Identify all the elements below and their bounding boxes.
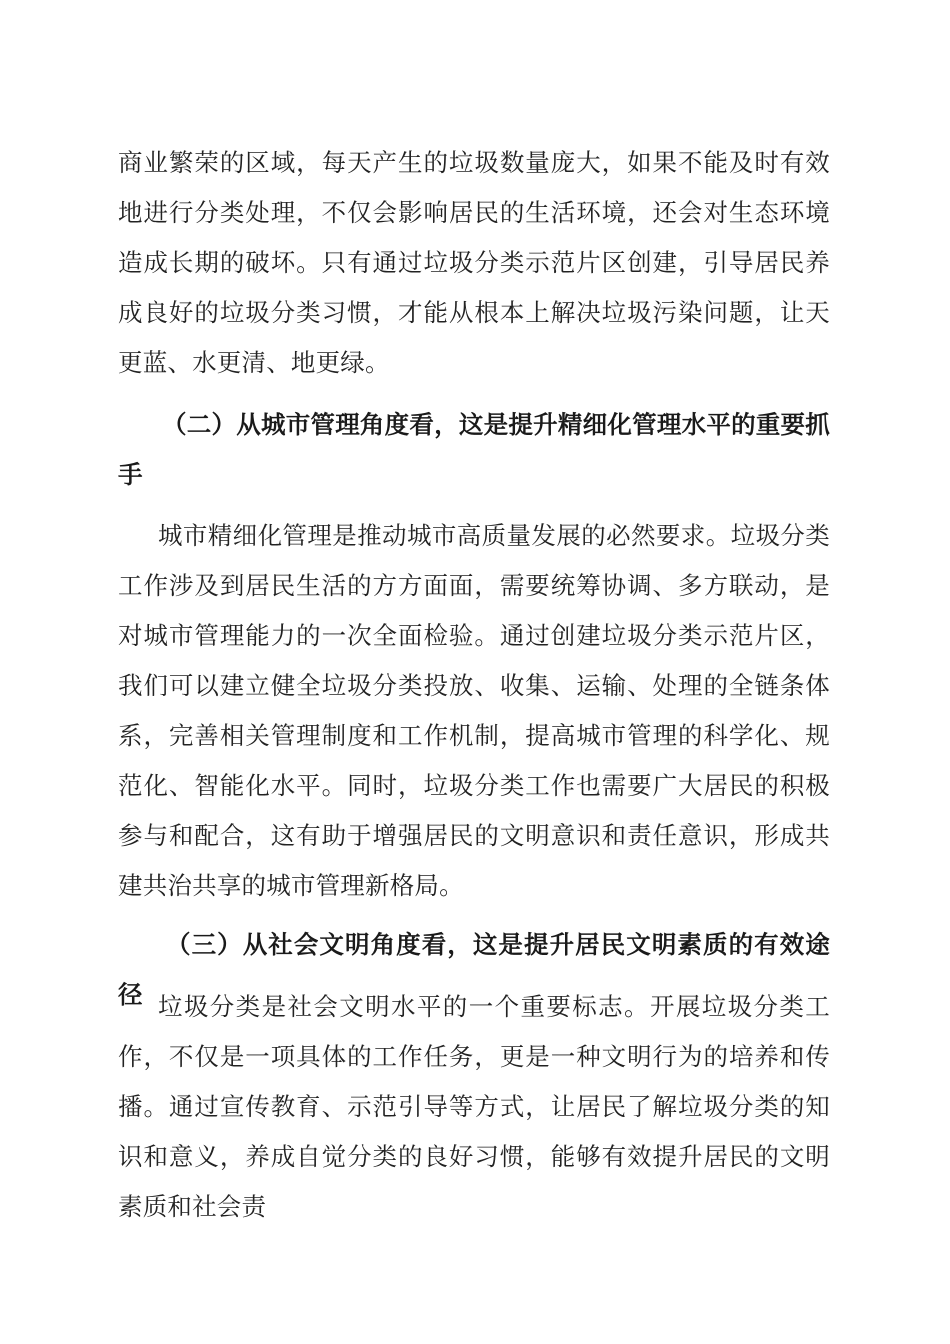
body-paragraph-2: 城市精细化管理是推动城市高质量发展的必然要求。垃圾分类工作涉及到居民生活的方方面面，需要统筹协调、多方联动，是对城市管理能力的一次全面检验。通过创建垃圾分类示范片区，我们可以建立健全垃圾分类投放、收集、运输、处理的全链条体系，完善相关管理制度和工作机制，提高城市管理的科学化、规范化、智能化水平。同时，垃圾分类工作也需要广大居民的积极参与和配合，这有助于增强居民的文明意识和责任意识，形成共建共治共享的城市管理新格局。: [118, 521, 830, 900]
body-paragraph-3: 垃圾分类是社会文明水平的一个重要标志。开展垃圾分类工作，不仅是一项具体的工作任务，更是一种文明行为的培养和传播。通过宣传教育、示范引导等方式，让居民了解垃圾分类的知识和意义，养成自觉分类的良好习惯，能够有效提升居民的文明素质和社会责: [118, 992, 830, 1221]
section-heading-3: （三）从社会文明角度看，这是提升居民文明素质的有效途径: [118, 930, 830, 1009]
body-paragraph-1: 商业繁荣的区域，每天产生的垃圾数量庞大，如果不能及时有效地进行分类处理，不仅会影响居民的生活环境，还会对生态环境造成长期的破坏。只有通过垃圾分类示范片区创建，引导居民养成良好的垃圾分类习惯，才能从根本上解决垃圾污染问题，让天更蓝、水更清、地更绿。: [118, 148, 830, 377]
section-heading-2: （二）从城市管理角度看，这是提升精细化管理水平的重要抓手: [118, 410, 830, 489]
